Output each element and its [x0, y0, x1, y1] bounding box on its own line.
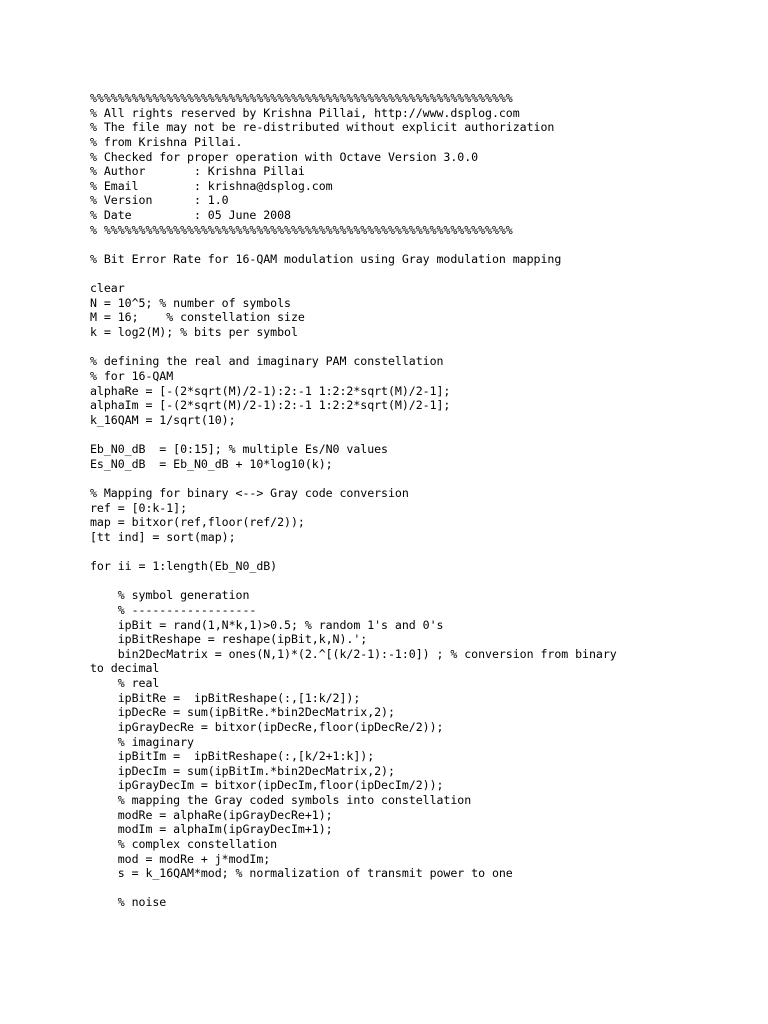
code-line: ipGrayDecIm = bitxor(ipDecIm,floor(ipDecIm/2));: [90, 778, 444, 793]
code-line: [90, 544, 750, 559]
code-line: [90, 881, 750, 896]
code-line: N = 10^5; % number of symbols: [90, 295, 291, 310]
code-line: % Mapping for binary <--> Gray code conversion: [90, 485, 409, 500]
code-line: alphaIm = [-(2*sqrt(M)/2-1):2:-1 1:2:2*sqrt(M)/2-1];: [90, 398, 451, 413]
code-line: % complex constellation: [90, 836, 278, 851]
code-line: k = log2(M); % bits per symbol: [90, 325, 298, 339]
code-line: % from Krishna Pillai.: [90, 134, 243, 149]
code-line: % real: [90, 676, 160, 690]
code-line: mod = modRe + j*modIm;: [90, 851, 271, 866]
code-line: [90, 471, 750, 486]
code-line: % imaginary: [90, 734, 194, 749]
code-line: M = 16; % constellation size: [90, 310, 305, 325]
code-line: s = k_16QAM*mod; % normalization of transmit power to one: [90, 866, 513, 881]
code-line: % Author : Krishna Pillai: [90, 164, 305, 179]
code-line: % Checked for proper operation with Octave Version 3.0.0: [90, 149, 479, 164]
code-line: ipBit = rand(1,N*k,1)>0.5; % random 1's and 0's: [90, 617, 444, 632]
code-line: % Version : 1.0: [90, 193, 229, 208]
code-line: [90, 427, 750, 442]
code-line: % Email : krishna@dsplog.com: [90, 178, 333, 193]
code-line: alphaRe = [-(2*sqrt(M)/2-1):2:-1 1:2:2*sqrt(M)/2-1];: [90, 383, 451, 398]
code-line: ipBitIm = ipBitReshape(:,[k/2+1:k]);: [90, 749, 375, 764]
code-line: ipDecRe = sum(ipBitRe.*bin2DecMatrix,2);: [90, 705, 395, 720]
code-line: % for 16-QAM: [90, 368, 174, 383]
code-listing: [90, 91, 750, 910]
code-line: % Date : 05 June 2008: [90, 208, 291, 222]
code-line: k_16QAM = 1/sqrt(10);: [90, 412, 236, 427]
code-line: bin2DecMatrix = ones(N,1)*(2.^[(k/2-1):-1:0]) ; % conversion from binary: [90, 646, 617, 661]
code-line: [90, 237, 750, 252]
code-line: [90, 267, 750, 282]
code-line: % Bit Error Rate for 16-QAM modulation using Gray modulation mapping: [90, 251, 562, 266]
code-line: to decimal: [90, 661, 160, 676]
code-line: % defining the real and imaginary PAM constellation: [90, 354, 444, 369]
code-line: %%%%%%%%%%%%%%%%%%%%%%%%%%%%%%%%%%%%%%%%%%%%%%%%%%%%%%%%%%%%%: [90, 91, 513, 105]
code-line: [tt ind] = sort(map);: [90, 529, 236, 544]
code-line: % ------------------: [90, 602, 257, 617]
code-line: Eb_N0_dB = [0:15]; % multiple Es/N0 values: [90, 442, 388, 456]
code-line: [90, 574, 750, 589]
code-line: for ii = 1:length(Eb_N0_dB): [90, 559, 278, 573]
code-line: % mapping the Gray coded symbols into constellation: [90, 793, 472, 807]
code-line: modIm = alphaIm(ipGrayDecIm+1);: [90, 822, 333, 837]
code-line: % The file may not be re-distributed without explicit authorization: [90, 120, 555, 135]
code-line: map = bitxor(ref,floor(ref/2));: [90, 515, 305, 530]
code-line: ipDecIm = sum(ipBitIm.*bin2DecMatrix,2);: [90, 763, 395, 778]
code-line: ipGrayDecRe = bitxor(ipDecRe,floor(ipDecRe/2));: [90, 719, 444, 734]
code-line: % symbol generation: [90, 588, 250, 603]
code-line: Es_N0_dB = Eb_N0_dB + 10*log10(k);: [90, 456, 333, 471]
code-line: ipBitRe = ipBitReshape(:,[1:k/2]);: [90, 690, 361, 705]
code-line: [90, 340, 750, 355]
code-line: % noise: [90, 895, 167, 910]
code-line: % All rights reserved by Krishna Pillai, http://www.dsplog.com: [90, 105, 520, 120]
code-line: % %%%%%%%%%%%%%%%%%%%%%%%%%%%%%%%%%%%%%%%%%%%%%%%%%%%%%%%%%%%: [90, 222, 513, 237]
code-line: ipBitReshape = reshape(ipBit,k,N).';: [90, 632, 368, 647]
code-line: modRe = alphaRe(ipGrayDecRe+1);: [90, 807, 333, 822]
code-line: clear: [90, 281, 125, 296]
code-line: ref = [0:k-1];: [90, 500, 188, 515]
